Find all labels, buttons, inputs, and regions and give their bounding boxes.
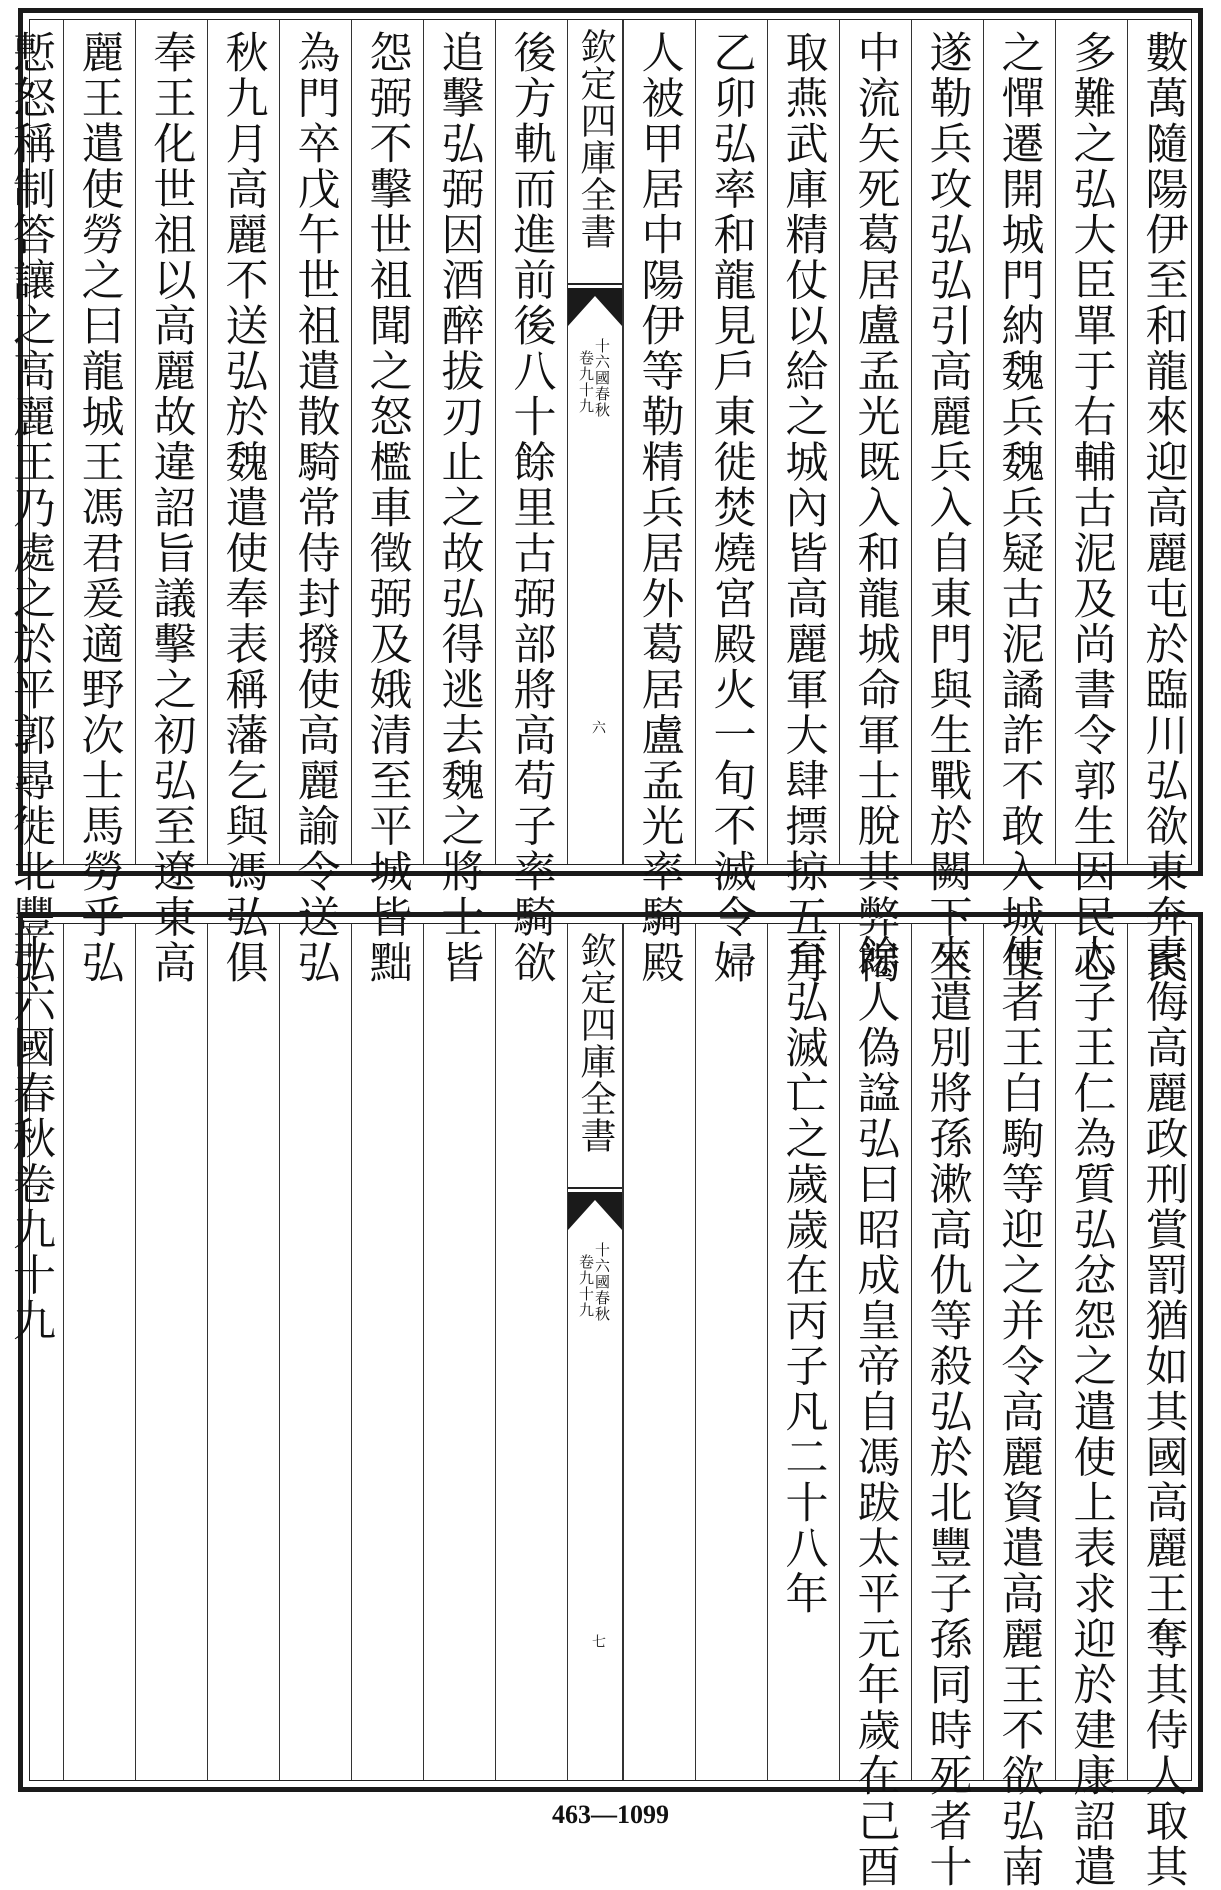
column-text: 餘人偽諡弘曰昭成皇帝自馮跋太平元年歲在己酉 — [850, 934, 901, 1890]
text-column — [983, 20, 1055, 986]
book-title: 十六國春秋 — [593, 1242, 611, 1322]
text-column — [135, 924, 207, 1780]
column-text: 使者王白駒等迎之并令高麗資遣高麗王不欲弘南 — [994, 934, 1045, 1890]
text-column — [423, 20, 495, 986]
column-text: 秋九月高麗不送弘於魏遣使奉表稱藩乞與馮弘俱 — [218, 30, 269, 986]
column-text: 後方軌而進前後八十餘里古弼部將高苟子率騎欲 — [506, 30, 557, 986]
column-text: 人被甲居中陽伊等勒精兵居外葛居盧孟光率騎殿 — [634, 30, 685, 986]
column-text: 十六國春秋卷九十九 — [6, 934, 56, 1344]
column-text: 取燕武庫精仗以給之城內皆高麗軍大肆摽掠五月 — [778, 30, 829, 986]
column-text: 乙卯弘率和龍見戶東徙焚燒宮殿火一旬不滅令婦 — [706, 30, 757, 986]
text-column — [423, 924, 495, 1780]
book-title: 十六國春秋 — [593, 338, 611, 418]
center-fold — [567, 20, 623, 864]
fishtail-ornament — [568, 282, 622, 328]
column-text: 慙怒稱制答讓之高麗王乃處之於平郭尋徙北豐弘 — [6, 30, 56, 986]
column-text: 太子王仁為質弘忿怨之遣使上表求迎於建康詔遣 — [1066, 934, 1117, 1890]
text-column — [623, 20, 695, 986]
text-column — [495, 20, 567, 986]
text-column — [911, 20, 983, 986]
text-column — [839, 924, 911, 1890]
column-text: 為門卒戊午世祖遣散騎常侍封撥使高麗諭令送弘 — [290, 30, 341, 986]
column-text: 多難之弘大臣單于右輔古泥及尚書令郭生因民心 — [1066, 30, 1117, 986]
column-text: 素侮高麗政刑賞罰猶如其國高麗王奪其侍人取其 — [1138, 934, 1189, 1890]
collection-title: 欽定四庫全書 — [575, 932, 616, 1154]
text-column — [0, 20, 63, 986]
column-text: 怨弼不擊世祖聞之怒檻車徵弼及娥清至平城皆黜 — [362, 30, 413, 986]
text-column — [695, 20, 767, 986]
collection-title: 欽定四庫全書 — [575, 28, 616, 250]
text-column — [279, 924, 351, 1780]
top-page-frame — [6, 19, 1192, 986]
column-text: 奉王化世祖以高麗故違詔旨議擊之初弘至遼東高 — [146, 30, 197, 986]
column-text: 麗王遣使勞之曰龍城王馮君爰適野次士馬勞乎弘 — [74, 30, 125, 986]
fishtail-ornament — [568, 1186, 622, 1232]
text-column — [839, 20, 911, 986]
text-column — [0, 924, 63, 1780]
page-number: 463—1099 — [552, 1800, 669, 1829]
column-text: 遂勒兵攻弘弘引高麗兵入自東門與生戰於闕下生 — [922, 30, 973, 986]
text-column — [983, 924, 1055, 1890]
folio-number: 七 — [590, 1634, 606, 1648]
column-text: 中流矢死葛居盧孟光既入和龍城命軍士脫其弊褐 — [850, 30, 901, 986]
folio-number: 六 — [590, 720, 606, 734]
text-column — [1055, 924, 1127, 1890]
text-column — [911, 924, 983, 1890]
text-column — [63, 20, 135, 986]
text-column — [351, 20, 423, 986]
text-column — [279, 20, 351, 986]
column-text: 追擊弘弼因酒醉拔刃止之故弘得逃去魏之將士皆 — [434, 30, 485, 986]
column-text: 數萬隨陽伊至和龍來迎高麗屯於臨川弘欲東奔民 — [1138, 30, 1189, 986]
center-fold — [567, 924, 623, 1780]
text-column — [767, 20, 839, 986]
text-column — [623, 924, 695, 1780]
text-column — [207, 20, 279, 986]
top-page-panel — [6, 8, 1203, 986]
text-column — [207, 924, 279, 1780]
text-column — [135, 20, 207, 986]
text-column — [63, 924, 135, 1780]
text-column — [1127, 20, 1199, 986]
volume-label: 卷九十九 — [577, 1254, 595, 1318]
column-text: 至弘滅亡之歲歲在丙子凡二十八年 — [778, 934, 829, 1617]
text-column — [1127, 924, 1199, 1890]
text-column — [495, 924, 567, 1780]
column-text: 之憚遷開城門納魏兵魏兵疑古泥譎詐不敢入城生 — [994, 30, 1045, 986]
text-column — [695, 924, 767, 1780]
volume-label: 卷九十九 — [577, 350, 595, 414]
text-column — [767, 924, 839, 1780]
text-column — [351, 924, 423, 1780]
text-column — [1055, 20, 1127, 986]
column-text: 來遣別將孫漱高仇等殺弘於北豐子孫同時死者十 — [922, 934, 973, 1890]
